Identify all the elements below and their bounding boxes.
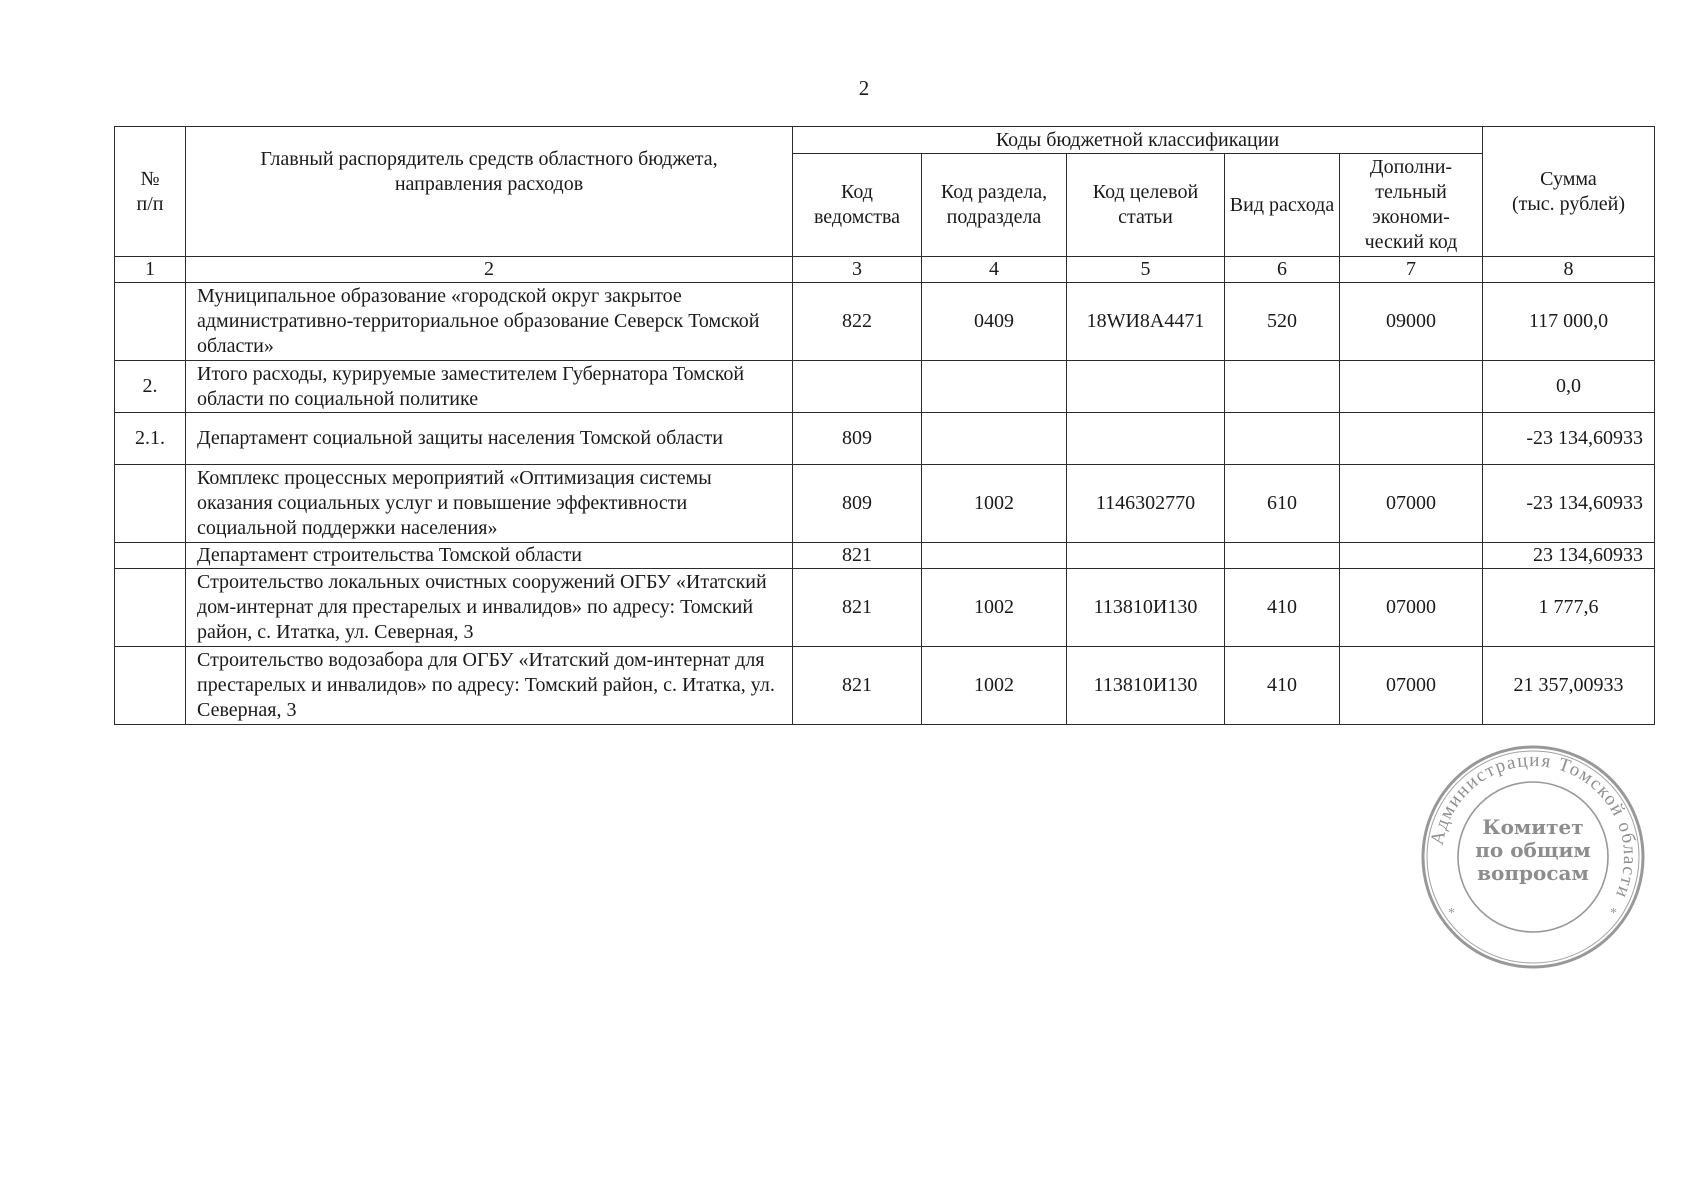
row-section-code: 1002 <box>922 465 1067 543</box>
row-section-code: 0409 <box>922 283 1067 361</box>
header-code-section-text: Код раздела, подраздела <box>940 181 1048 228</box>
header-sum <box>1483 127 1655 257</box>
header-code-target <box>1067 154 1225 257</box>
table-row <box>115 361 1655 413</box>
header-code-dept <box>793 154 922 257</box>
row-target-code <box>1067 361 1225 413</box>
stamp-star-right: * <box>1610 906 1617 921</box>
header-main-text: Главный распорядитель средств областного бюджета, направления расходов <box>260 147 718 195</box>
row-extra-code <box>1340 543 1483 569</box>
column-number: 2 <box>186 257 793 283</box>
row-name: Департамент социальной защиты населения Томской области <box>186 413 793 465</box>
row-num <box>115 465 186 543</box>
header-sum-text: Сумма (тыс. рублей) <box>1511 167 1626 215</box>
row-sum: 23 134,60933 <box>1483 543 1655 569</box>
row-expense-type: 520 <box>1225 283 1340 361</box>
header-code-expense <box>1225 154 1340 257</box>
row-extra-code <box>1340 361 1483 413</box>
row-num <box>115 543 186 569</box>
row-extra-code: 09000 <box>1340 283 1483 361</box>
row-section-code <box>922 361 1067 413</box>
official-stamp <box>1418 742 1648 972</box>
budget-table <box>114 126 1655 725</box>
row-name: Строительство локальных очистных сооружений ОГБУ «Итатский дом-интернат для престарелых и инвалидов» по адресу: Томский район, с. Итатка, ул. Северная, 3 <box>186 569 793 647</box>
row-name: Комплекс процессных мероприятий «Оптимизация системы оказания социальных услуг и повышение эффективности социальной поддержки населения» <box>186 465 793 543</box>
row-sum: -23 134,60933 <box>1483 413 1655 465</box>
table-row <box>115 543 1655 569</box>
row-section-code <box>922 543 1067 569</box>
stamp-center-line-2: по общим <box>1475 838 1591 862</box>
stamp-ring-text: Администрация Томской области <box>1426 749 1641 902</box>
stamp-center-line-1: Комитет <box>1482 815 1584 839</box>
row-name: Итого расходы, курируемые заместителем Губернатора Томской области по социальной политике <box>186 361 793 413</box>
column-number: 5 <box>1067 257 1225 283</box>
column-number: 8 <box>1483 257 1655 283</box>
row-target-code: 1146302770 <box>1067 465 1225 543</box>
page-number: 2 <box>858 76 870 100</box>
table-row <box>115 413 1655 465</box>
header-code-target-text: Код целевой статьи <box>1092 181 1199 228</box>
row-num <box>115 647 186 725</box>
row-dept-code: 821 <box>793 647 922 725</box>
row-extra-code: 07000 <box>1340 569 1483 647</box>
row-dept-code: 822 <box>793 283 922 361</box>
row-expense-type <box>1225 543 1340 569</box>
table-row <box>115 283 1655 361</box>
stamp-star-left: * <box>1448 906 1455 921</box>
row-sum: 1 777,6 <box>1483 569 1655 647</box>
row-section-code: 1002 <box>922 647 1067 725</box>
row-target-code: 113810И130 <box>1067 569 1225 647</box>
row-target-code <box>1067 413 1225 465</box>
row-dept-code: 809 <box>793 413 922 465</box>
row-expense-type <box>1225 413 1340 465</box>
header-num <box>115 127 186 257</box>
row-target-code: 113810И130 <box>1067 647 1225 725</box>
row-name: Муниципальное образование «городской округ закрытое административно-территориальное образование Северск Томской области» <box>186 283 793 361</box>
column-number: 4 <box>922 257 1067 283</box>
row-num: 2. <box>115 361 186 413</box>
row-sum: 117 000,0 <box>1483 283 1655 361</box>
row-name: Строительство водозабора для ОГБУ «Итатский дом-интернат для престарелых и инвалидов» по адресу: Томский район, с. Итатка, ул. Северная, 3 <box>186 647 793 725</box>
table-row <box>115 569 1655 647</box>
header-num-text: № п/п <box>136 167 164 215</box>
row-name: Департамент строительства Томской области <box>186 543 793 569</box>
row-extra-code <box>1340 413 1483 465</box>
table-row <box>115 465 1655 543</box>
column-number: 1 <box>115 257 186 283</box>
row-extra-code: 07000 <box>1340 465 1483 543</box>
row-sum: 21 357,00933 <box>1483 647 1655 725</box>
row-extra-code: 07000 <box>1340 647 1483 725</box>
row-dept-code <box>793 361 922 413</box>
row-sum: -23 134,60933 <box>1483 465 1655 543</box>
row-section-code <box>922 413 1067 465</box>
row-expense-type: 610 <box>1225 465 1340 543</box>
row-target-code <box>1067 543 1225 569</box>
header-code-dept-text: Код ведомства <box>813 181 901 228</box>
header-code-extra <box>1340 154 1483 257</box>
header-code-expense-text: Вид расхода <box>1229 193 1335 216</box>
column-number: 6 <box>1225 257 1340 283</box>
row-expense-type <box>1225 361 1340 413</box>
row-num <box>115 569 186 647</box>
row-num <box>115 283 186 361</box>
header-code-extra-text: Дополни- тельный экономи- ческий код <box>1364 156 1458 253</box>
header-main <box>186 127 793 257</box>
row-num: 2.1. <box>115 413 186 465</box>
table-row <box>115 647 1655 725</box>
column-number: 7 <box>1340 257 1483 283</box>
stamp-center-line-3: вопросам <box>1477 861 1589 885</box>
row-expense-type: 410 <box>1225 647 1340 725</box>
row-dept-code: 821 <box>793 543 922 569</box>
header-code-section <box>922 154 1067 257</box>
row-dept-code: 821 <box>793 569 922 647</box>
header-codes-group: Коды бюджетной классификации <box>793 127 1483 154</box>
row-section-code: 1002 <box>922 569 1067 647</box>
row-target-code: 18WИ8А4471 <box>1067 283 1225 361</box>
column-number-row <box>115 257 1655 283</box>
row-sum: 0,0 <box>1483 361 1655 413</box>
column-number: 3 <box>793 257 922 283</box>
row-dept-code: 809 <box>793 465 922 543</box>
row-expense-type: 410 <box>1225 569 1340 647</box>
